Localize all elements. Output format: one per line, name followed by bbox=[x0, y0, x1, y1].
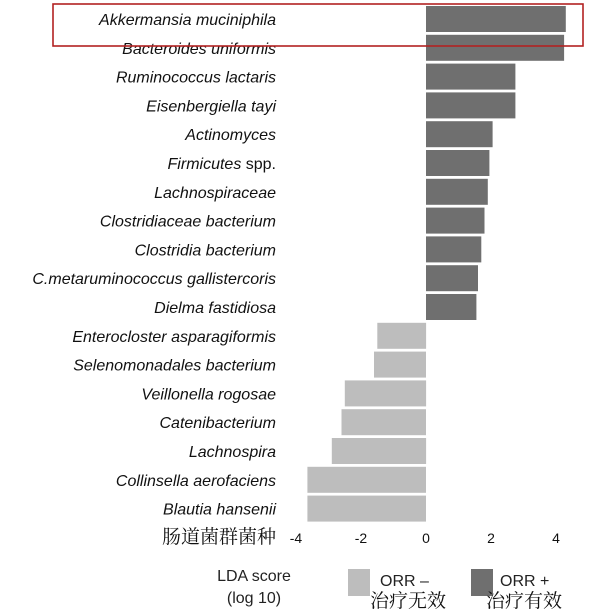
x-tick-labels-group bbox=[290, 530, 560, 546]
category-label-c-metaruminococcus-gallistercoris: C.metaruminococcus gallistercoris bbox=[32, 271, 276, 289]
bar-dielma-fastidiosa bbox=[426, 294, 476, 320]
category-label-clostridiaceae-bacterium: Clostridiaceae bacterium bbox=[99, 213, 276, 231]
category-label-clostridia-bacterium: Clostridia bacterium bbox=[134, 242, 276, 260]
bars-group bbox=[307, 6, 565, 522]
category-label-lachnospira: Lachnospira bbox=[188, 444, 276, 461]
category-label-eisenbergiella-tayi: Eisenbergiella tayi bbox=[146, 98, 276, 116]
x-tick-neg2: -2 bbox=[354, 530, 368, 546]
category-label-enterocloster-asparagiformis: Enterocloster asparagiformis bbox=[72, 328, 276, 346]
category-label-akkermansia-muciniphila: Akkermansia muciniphila bbox=[99, 12, 276, 29]
x-tick-0: 0 bbox=[422, 530, 430, 546]
category-label-veillonella-rogosae: Veillonella rogosae bbox=[141, 386, 276, 404]
category-labels-group bbox=[32, 12, 276, 519]
category-label-collinsella-aerofaciens: Collinsella aerofaciens bbox=[115, 472, 276, 490]
bar-selenomonadales-bacterium bbox=[374, 352, 426, 378]
legend-sub-orr-negative: 治疗无效 bbox=[370, 590, 447, 612]
x-axis-title-line2: (log 10) bbox=[226, 590, 282, 607]
bar-clostridia-bacterium bbox=[426, 236, 481, 262]
legend bbox=[348, 569, 562, 612]
bar-c-metaruminococcus-gallistercoris bbox=[426, 265, 478, 291]
legend-label-orr-positive: ORR + bbox=[500, 573, 550, 590]
x-tick-4: 4 bbox=[552, 530, 560, 546]
legend-label-orr-negative: ORR – bbox=[380, 573, 429, 590]
bar-firmicutes-spp bbox=[426, 150, 489, 176]
category-label-blautia-hansenii: Blautia hansenii bbox=[163, 501, 276, 519]
x-tick-2: 2 bbox=[487, 530, 495, 546]
bar-clostridiaceae-bacterium bbox=[426, 208, 485, 234]
bar-lachnospira bbox=[332, 438, 426, 464]
category-label-catenibacterium: Catenibacterium bbox=[159, 415, 276, 433]
bar-akkermansia-muciniphila bbox=[426, 6, 566, 32]
category-label-ruminococcus-lactaris: Ruminococcus lactaris bbox=[115, 69, 276, 87]
bar-blautia-hansenii bbox=[307, 496, 426, 522]
category-label-actinomyces: Actinomyces bbox=[185, 127, 276, 145]
bar-catenibacterium bbox=[342, 409, 427, 435]
category-label-selenomonadales-bacterium: Selenomonadales bacterium bbox=[73, 357, 276, 375]
y-axis-title: 肠道菌群菌种 bbox=[161, 526, 276, 548]
category-label-dielma-fastidiosa: Dielma fastidiosa bbox=[154, 300, 276, 317]
legend-sub-orr-positive: 治疗有效 bbox=[486, 590, 563, 612]
bar-actinomyces bbox=[426, 121, 493, 147]
bar-ruminococcus-lactaris bbox=[426, 64, 515, 90]
x-axis-title-line1: LDA score bbox=[217, 568, 291, 585]
bar-lachnospiraceae bbox=[426, 179, 488, 205]
category-label-bacteroides-uniformis: Bacteroides uniformis bbox=[122, 40, 276, 58]
x-tick-neg4: -4 bbox=[289, 530, 303, 546]
bar-collinsella-aerofaciens bbox=[307, 467, 426, 493]
bar-eisenbergiella-tayi bbox=[426, 92, 515, 118]
legend-swatch-orr-negative bbox=[348, 569, 370, 596]
bar-veillonella-rogosae bbox=[345, 380, 426, 406]
category-label-firmicutes-spp: Firmicutes spp. bbox=[167, 156, 276, 173]
bar-enterocloster-asparagiformis bbox=[377, 323, 426, 349]
bar-bacteroides-uniformis bbox=[426, 35, 564, 61]
category-label-lachnospiraceae: Lachnospiraceae bbox=[154, 184, 276, 202]
